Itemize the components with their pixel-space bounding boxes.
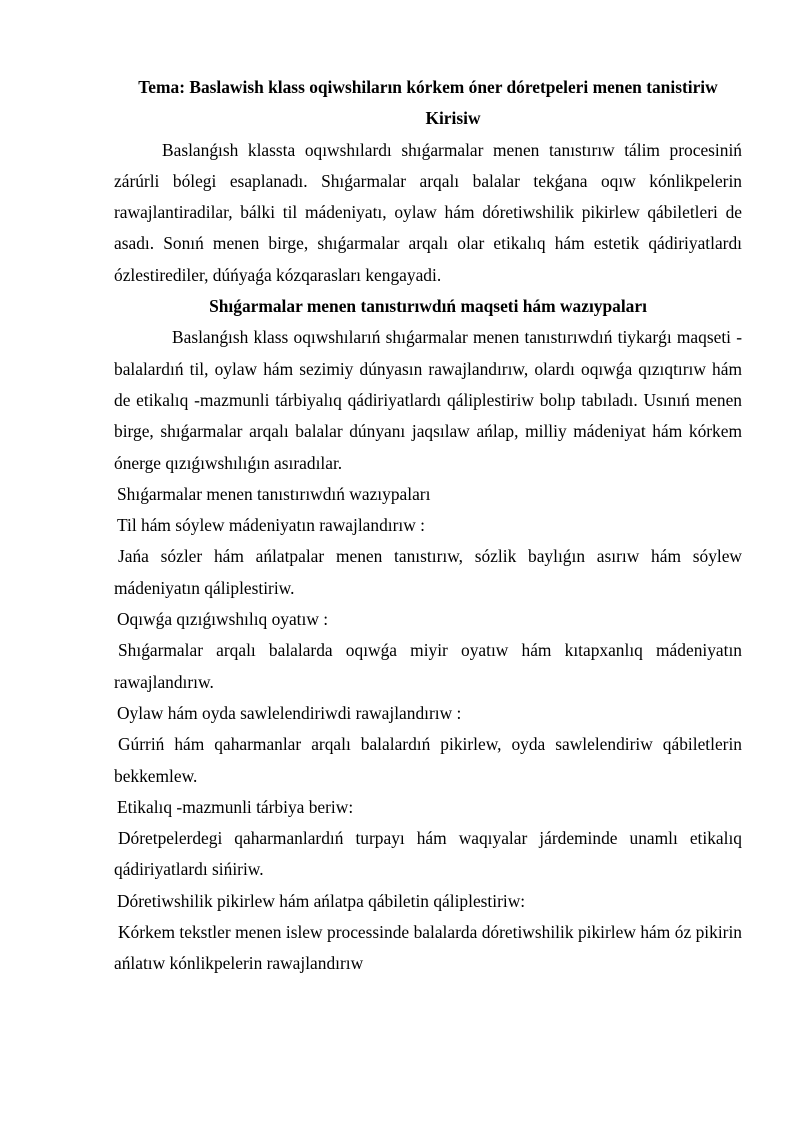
task-description xyxy=(114,541,742,604)
task-description xyxy=(114,823,742,886)
goals-paragraph: Baslanǵısh klass oqıwshılarıń shıǵarmalar menen tanıstırıwdıń tiykarǵı maqseti - balalardıń til, oylaw hám sezimiy dúnyasın rawajlandırıw, olardı oqıwǵa qızıqtırıw hám de etikalıq -mazmunli tárbiyalıq qádiriyatlardı qáliplestiriw bolıp tabıladı. Usınıń menen birge, shıǵarmalar arqalı balalar dúnyanı jaqsılaw ańlap, milliy mádeniyat hám kórkem ónerge qızıǵıwshılıǵın asıradılar. xyxy=(114,327,742,473)
goals-heading: Shıǵarmalar menen tanıstırıwdıń maqseti hám wazıypaları xyxy=(209,296,647,317)
task-text: Shıǵarmalar arqalı balalarda oqıwǵa miyir oyatıw hám kıtapxanlıq mádeniyatın rawajlandırıw. xyxy=(114,640,742,692)
task-text: Kórkem tekstler menen islew processinde balalarda dóretiwshilik pikirlew hám óz pikirin ańlatıw kónlikpelerin rawajlandırıw xyxy=(114,922,742,974)
document-title: Tema: Baslawish klass oqiwshiların kórkem óner dóretpeleri menen tanistiriw xyxy=(138,77,718,97)
task-heading: Oylaw hám oyda sawlelendiriwdi rawajlandırıw : xyxy=(117,702,462,723)
task-text: Gúrriń hám qaharmanlar arqalı balalardıń pikirlew, oyda sawlelendiriw qábiletlerin bekkemlew. xyxy=(114,734,742,786)
task-heading: Etikalıq -mazmunli tárbiya beriw: xyxy=(117,796,354,817)
task-text: Jańa sózler hám ańlatpalar menen tanıstırıw, sózlik baylıǵın asırıw hám sóylew mádeniyatın qáliplestiriw. xyxy=(114,546,742,598)
document-page xyxy=(114,72,742,980)
intro-paragraph: Baslanǵısh klassta oqıwshılardı shıǵarmalar menen tanıstırıw tálim procesiniń zárúrli bólegi esaplanadı. Shıǵarmalar arqalı balalar tekǵana oqıw kónlikpelerin rawajlantiradilar, bálki til mádeniyatı, oylaw hám dóretiwshilik pikirlew qábiletleri de asadı. Sonıń menen birge, shıǵarmalar arqalı olar etikalıq hám estetik qádiriyatlardı ózlestirediler, dúńyaǵa kózqarasları kengayadi. xyxy=(114,139,742,285)
task-description xyxy=(114,917,742,980)
task-heading: Dóretiwshilik pikirlew hám ańlatpa qábiletin qáliplestiriw: xyxy=(117,890,526,911)
task-description xyxy=(114,635,742,698)
task-heading: Oqıwǵa qızıǵıwshılıq oyatıw : xyxy=(117,609,329,630)
intro-heading: Kirisiw xyxy=(425,108,481,129)
task-description xyxy=(114,729,742,792)
tasks-label: Shıǵarmalar menen tanıstırıwdıń wazıypaları xyxy=(117,483,431,504)
task-text: Dóretpelerdegi qaharmanlardıń turpayı hám waqıyalar járdeminde unamlı etikalıq qádiriyatlardı sińiriw. xyxy=(114,828,742,880)
task-heading: Til hám sóylew mádeniyatın rawajlandırıw : xyxy=(117,515,425,536)
